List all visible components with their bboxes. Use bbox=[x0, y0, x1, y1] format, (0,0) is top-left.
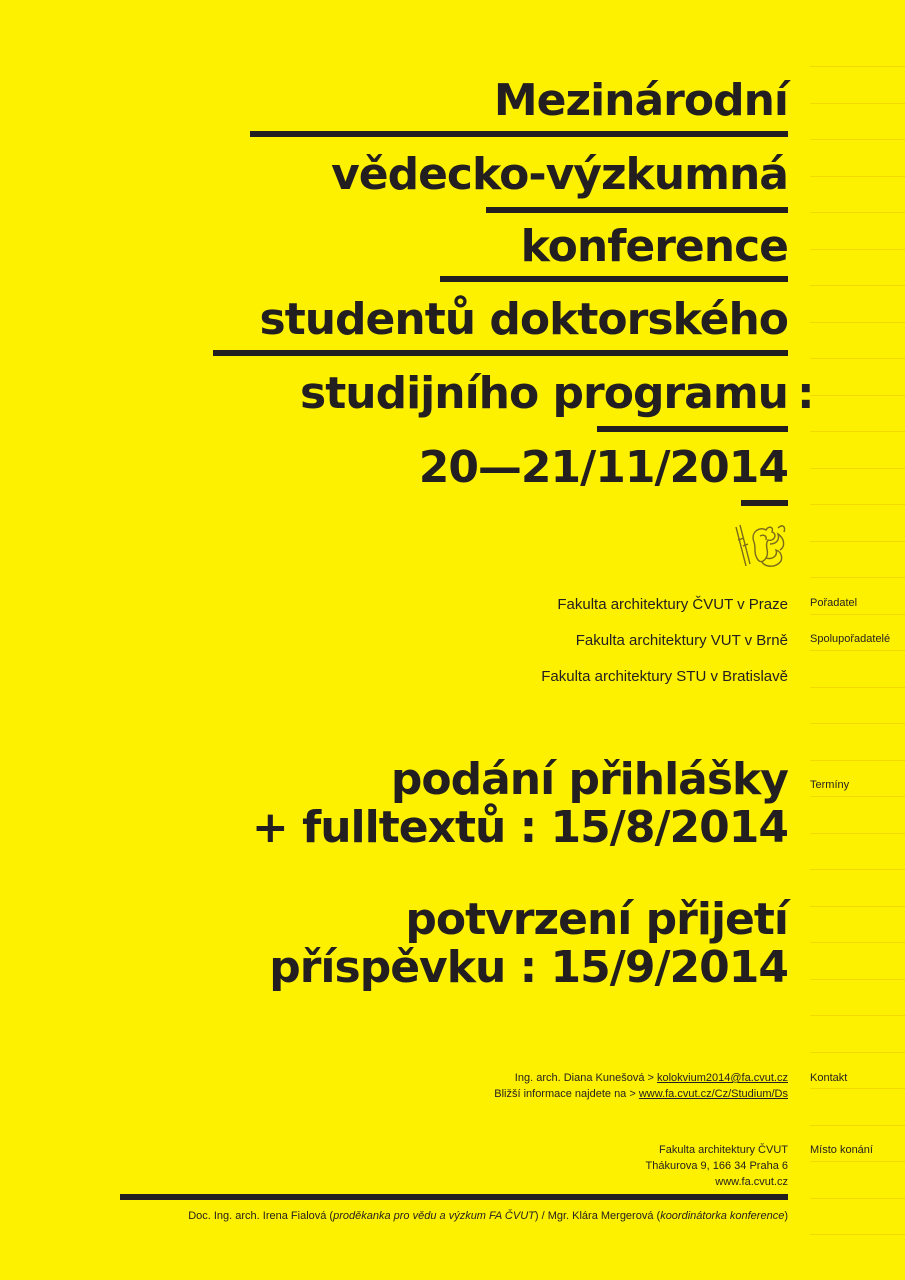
label-misto-konani: Místo konání bbox=[810, 1144, 873, 1156]
venue-name: Fakulta architektury ČVUT bbox=[659, 1144, 788, 1156]
deadline-1-line-2: + fulltextů : 15/8/2014 bbox=[251, 802, 788, 853]
deadline-2-line-2: příspěvku : 15/9/2014 bbox=[269, 942, 788, 993]
info-line bbox=[494, 1089, 788, 1100]
title-colon: : bbox=[797, 368, 815, 419]
contact-line bbox=[515, 1073, 788, 1084]
organizer-cvut: Fakulta architektury ČVUT v Praze bbox=[557, 596, 788, 613]
info-text: Bližší informace najdete na > bbox=[494, 1088, 639, 1100]
rule-bar bbox=[597, 426, 788, 432]
rule-bar bbox=[741, 500, 788, 506]
deadline-2-line-1: potvrzení přijetí bbox=[405, 894, 788, 945]
title-line-3: konference bbox=[520, 221, 788, 272]
rule-bar bbox=[486, 207, 788, 213]
label-spoluporadatele: Spolupořadatelé bbox=[810, 633, 891, 645]
deadline-1-line-1: podání přihlášky bbox=[390, 754, 788, 805]
title-line-1: Mezinárodní bbox=[493, 75, 788, 126]
footer-separator: ) / Mgr. Klára Mergerová ( bbox=[534, 1210, 661, 1222]
contact-person: Ing. arch. Diana Kunešová > bbox=[514, 1072, 657, 1084]
footer-close-paren: ) bbox=[784, 1210, 788, 1222]
venue-address: Thákurova 9, 166 34 Praha 6 bbox=[645, 1160, 788, 1172]
footer-role-2: koordinátorka konference bbox=[660, 1210, 785, 1222]
cvut-lion-logo bbox=[734, 522, 790, 568]
footer-person-1: Doc. Ing. arch. Irena Fialová ( bbox=[188, 1210, 334, 1222]
bottom-rule-bar bbox=[120, 1194, 788, 1200]
rule-bar bbox=[213, 350, 788, 356]
rule-bar bbox=[440, 276, 788, 282]
footer-role-1: proděkanka pro vědu a výzkum FA ČVUT bbox=[333, 1210, 535, 1222]
venue-web: www.fa.cvut.cz bbox=[715, 1176, 788, 1188]
title-line-2: vědecko-výzkumná bbox=[331, 149, 788, 200]
label-poradatel: Pořadatel bbox=[810, 597, 858, 609]
conference-dates: 20—21/11/2014 bbox=[418, 442, 788, 493]
organizer-stu: Fakulta architektury STU v Bratislavě bbox=[541, 668, 788, 685]
label-kontakt: Kontakt bbox=[810, 1072, 848, 1084]
info-url-link[interactable]: www.fa.cvut.cz/Cz/Studium/Ds bbox=[638, 1088, 788, 1100]
contact-email-link[interactable]: kolokvium2014@fa.cvut.cz bbox=[656, 1072, 788, 1084]
title-line-4: studentů doktorského bbox=[259, 294, 788, 345]
title-line-5: studijního programu bbox=[300, 368, 788, 419]
rule-bar bbox=[250, 131, 788, 137]
label-terminy: Termíny bbox=[810, 779, 850, 791]
footer-credits bbox=[188, 1211, 788, 1222]
organizer-vut: Fakulta architektury VUT v Brně bbox=[575, 632, 788, 649]
